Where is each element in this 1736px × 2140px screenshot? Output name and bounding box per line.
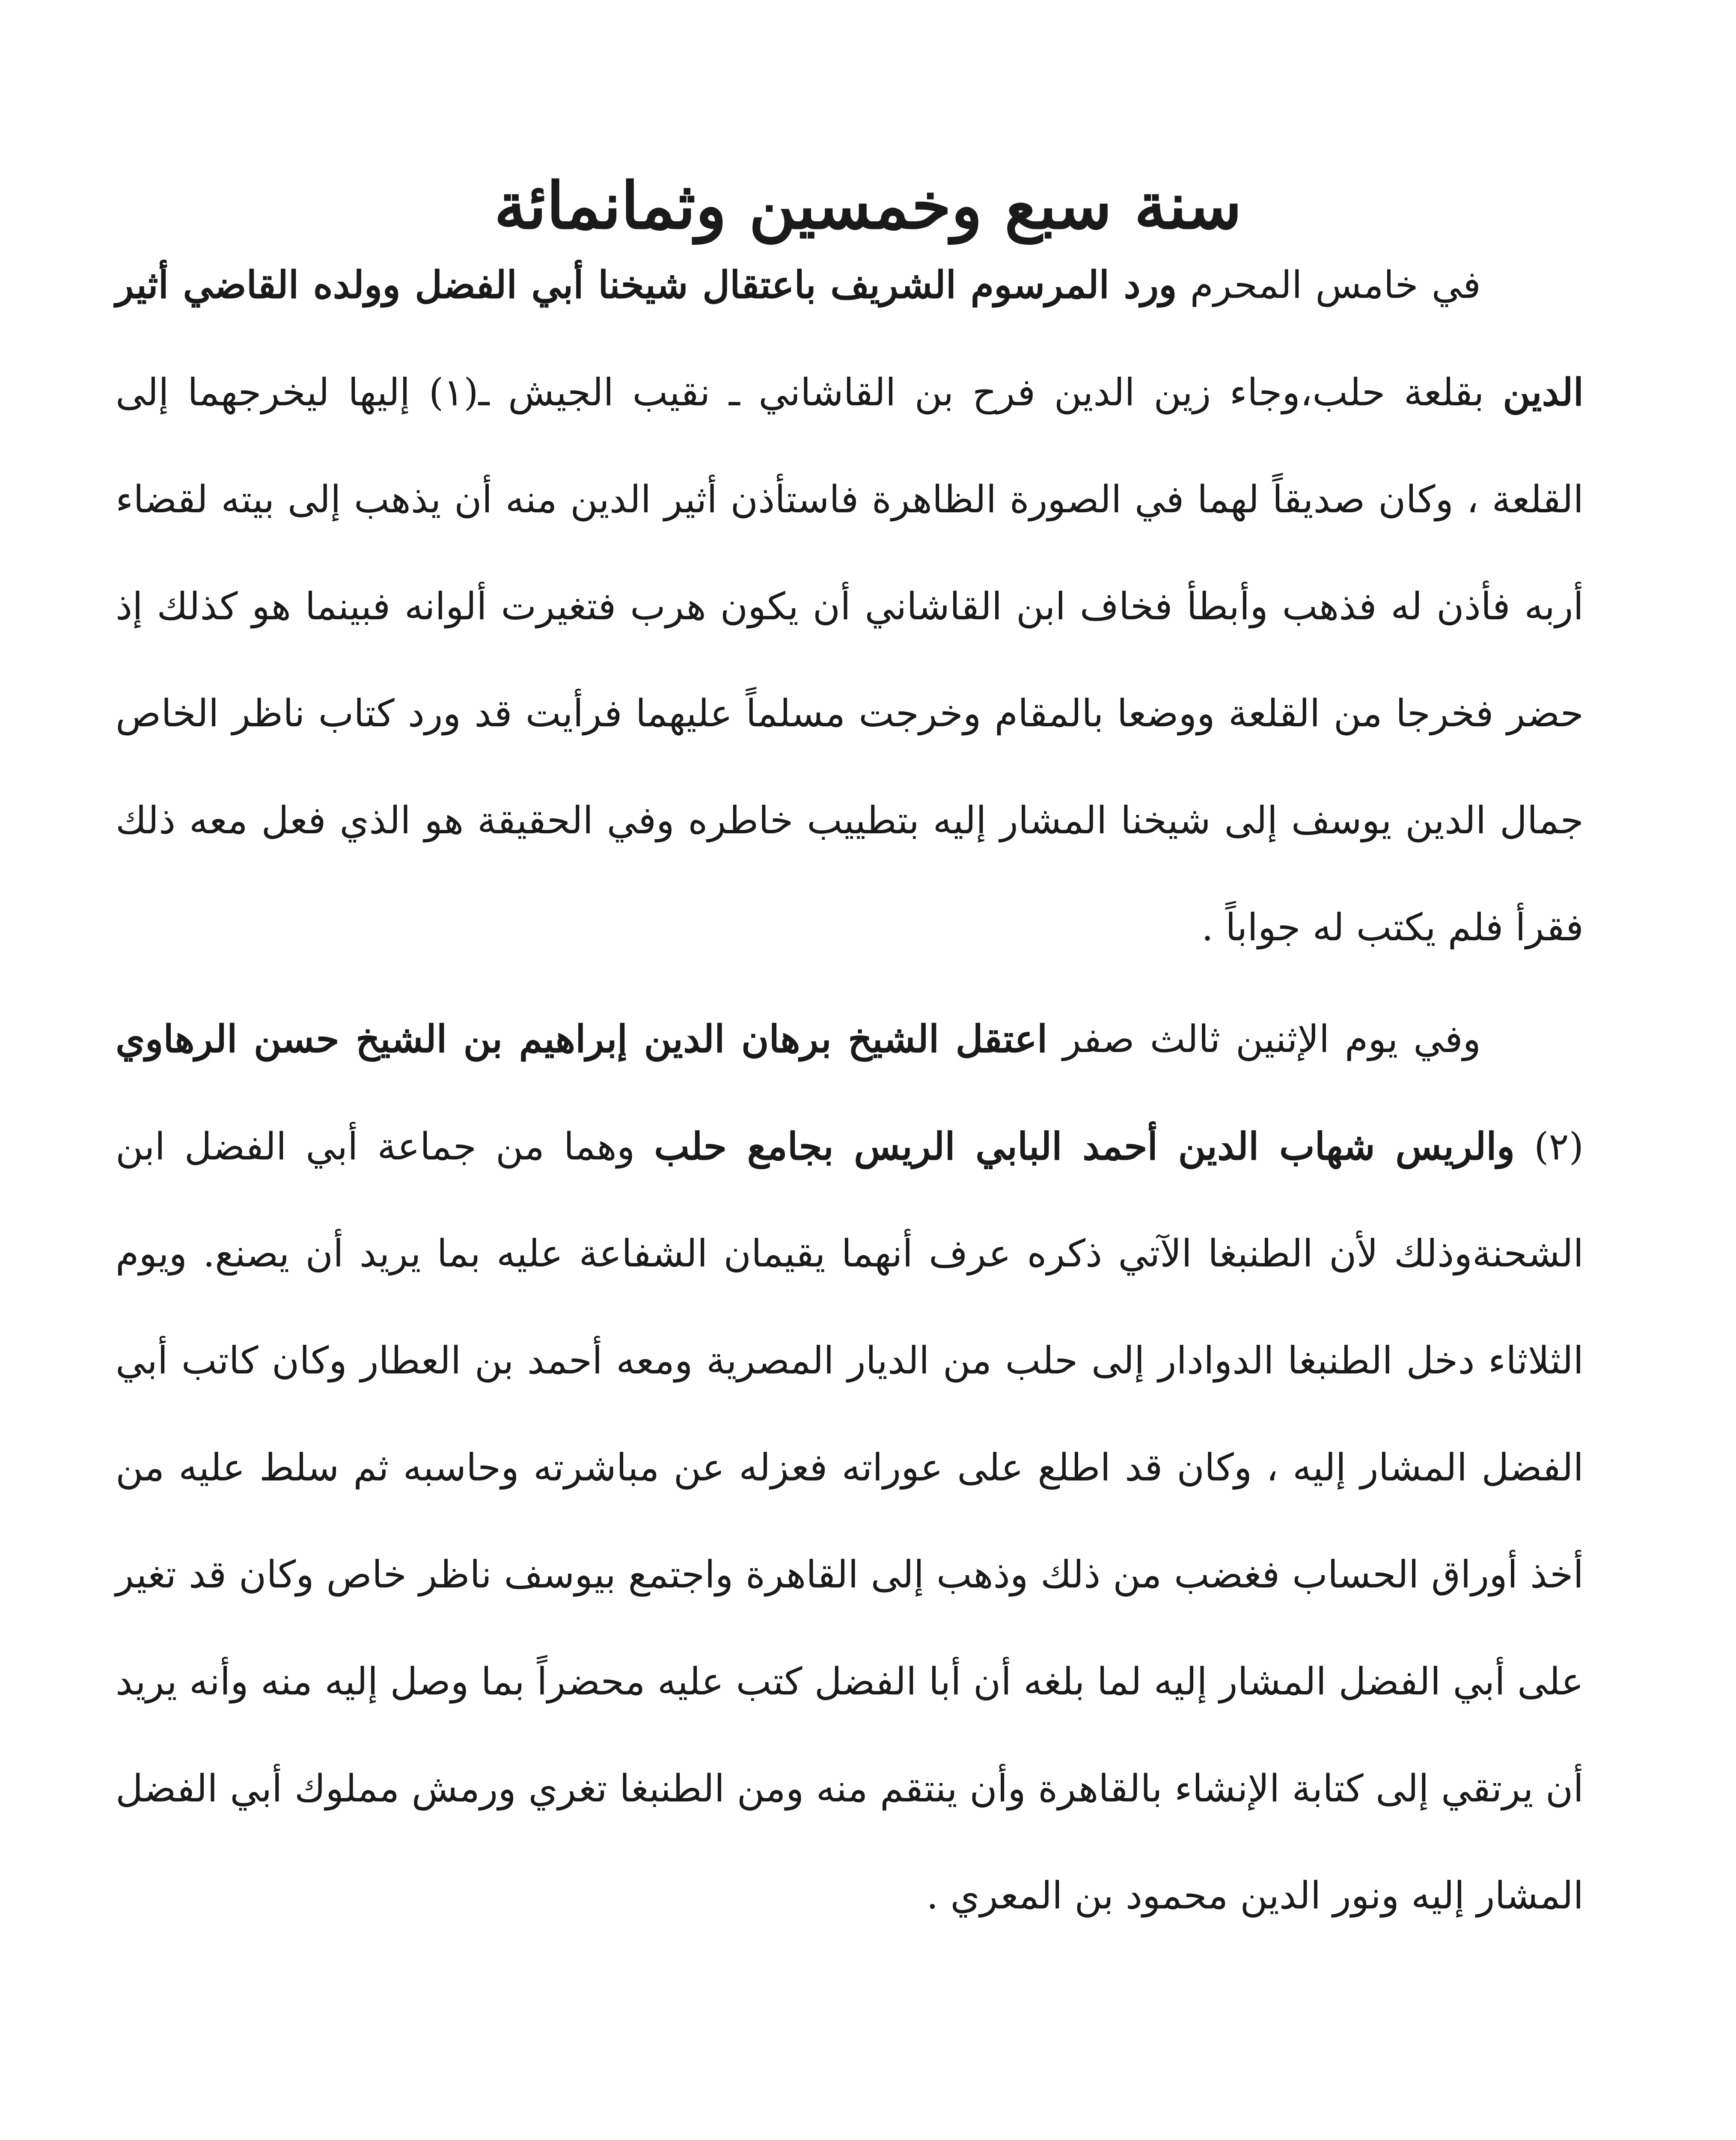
paragraph-1-continuation: إليها ليخرجهما إلى القلعة ، وكان صديقاً لهما في الصورة الظاهرة فاستأذن أثير الدين منه أن يذهب إلى بيته لقضاء أربه فأذن له فذهب وأبطأ فخاف ابن القاشاني أن يكون هرب فتغيرت ألوانه فبينما هو كذلك إذ حضر فخرجا من القلعة ووضعا بالمقام وخرجت مسلماً عليهما فرأيت قد ورد كتاب ناظر الخاص جمال الدين يوسف إلى شيخنا المشار إليه بتطييب خاطره وفي الحقيقة هو الذي فعل معه ذلك فقرأ فلم يكتب له جواباً .: [116, 370, 1584, 949]
paragraph-2-continuation: وهما من جماعة أبي الفضل ابن الشحنةوذلك لأن الطنبغا الآتي ذكره عرف أنهما يقيمان الشفاعة عليه بما يريد أن يصنع. ويوم الثلاثاء دخل الطنبغا الدوادار إلى حلب من الديار المصرية ومعه أحمد بن العطار وكان كاتب أبي الفضل المشار إليه ، وكان قد اطلع على عوراته فعزله عن مباشرته وحاسبه ثم سلط عليه من أخذ أوراق الحساب فغضب من ذلك وذهب إلى القاهرة واجتمع بيوسف ناظر خاص وكان قد تغير على أبي الفضل المشار إليه لما بلغه أن أبا الفضل كتب عليه محضراً بما وصل إليه منه وأنه يريد أن يرتقي إلى كتابة الإنشاء بالقاهرة وأن ينتقم منه ومن الطنبغا تغري ورمش مملوك أبي الفضل المشار إليه ونور الدين محمود بن المعري .: [116, 1124, 1584, 1917]
paragraph-2-bold-phrase-2: والريس شهاب الدين أحمد البابي الريس بجامع حلب: [654, 1124, 1515, 1168]
paragraph-1: [116, 231, 1584, 981]
main-text: [116, 231, 1584, 1949]
paragraph-2-bold-phrase-1: اعتقل الشيخ برهان الدين إبراهيم بن الشيخ حسن الرهاوي: [116, 1016, 1048, 1061]
footnote-ref-2: (٢): [1515, 1124, 1584, 1168]
paragraph-1-opening: في خامس المحرم: [1177, 263, 1481, 307]
paragraph-2: [116, 985, 1584, 1949]
footnote-ref-1: (١): [428, 370, 479, 414]
paragraph-2-opening: وفي يوم الإثنين ثالث صفر: [1047, 1017, 1481, 1061]
paragraph-1-text: بقلعة حلب،وجاء زين الدين فرح بن القاشاني ـ نقيب الجيش ـ: [478, 370, 1503, 414]
page-title: سنة سبع وخمسين وثمانمائة: [494, 168, 1242, 244]
paragraph-1-bold-phrase: ورد المرسوم الشريف باعتقال شيخنا أبي الفضل وولده القاضي أثير الدين: [116, 262, 1584, 414]
